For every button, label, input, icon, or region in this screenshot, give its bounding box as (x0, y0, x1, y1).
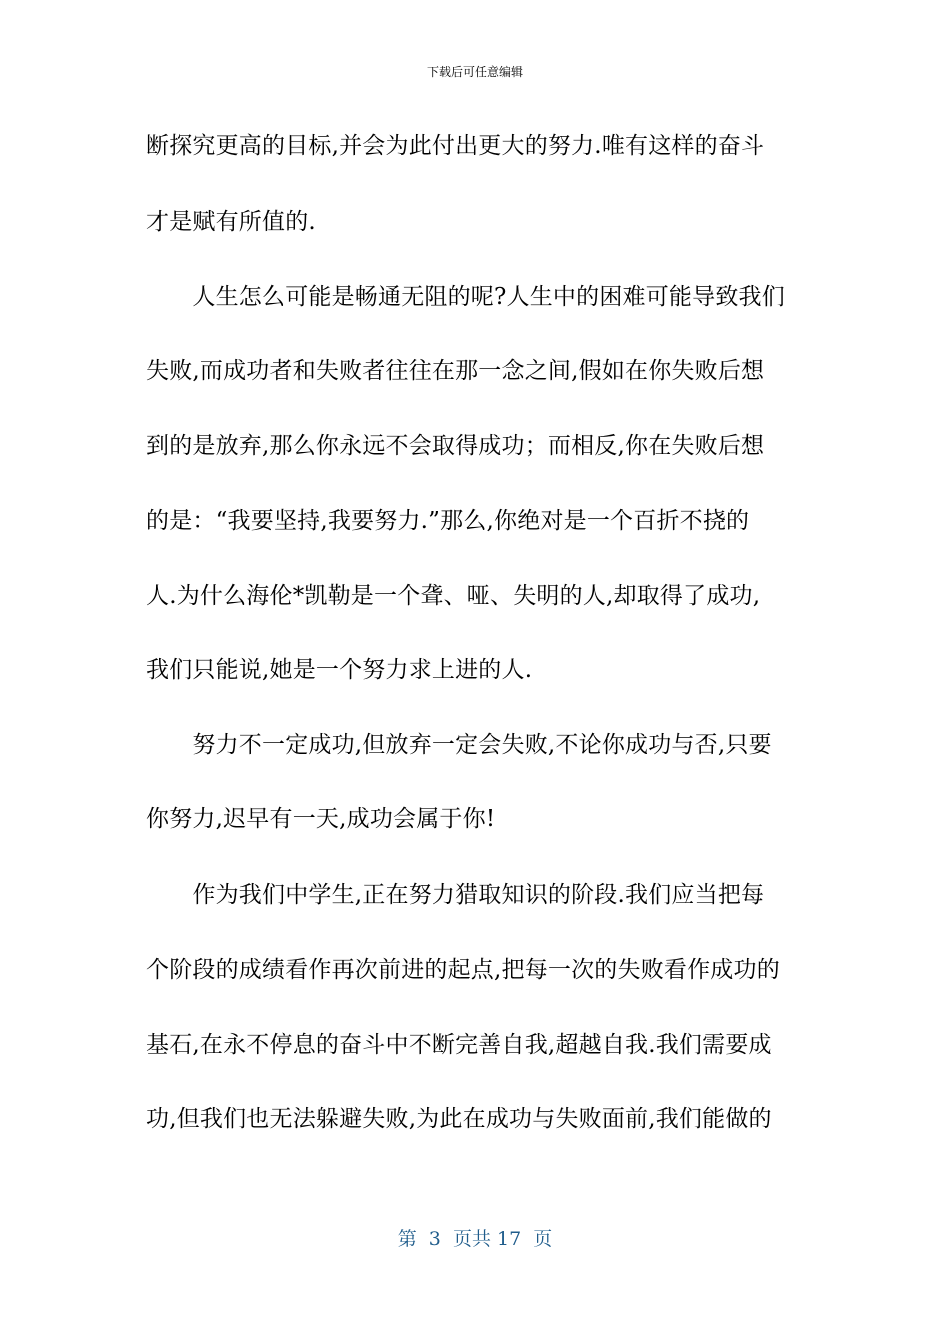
body-line-11: 作为我们中学生,正在努力猎取知识的阶段.我们应当把每 (146, 882, 765, 908)
body-line-7: 人.为什么海伦*凯勒是一个聋、哑、失明的人,却取得了成功, (146, 583, 761, 609)
body-line-13: 基石,在永不停息的奋斗中不断完善自我,超越自我.我们需要成 (146, 1032, 772, 1058)
page-header: 下载后可任意编辑 (426, 65, 523, 79)
body-line-2: 才是赋有所值的. (146, 209, 316, 235)
body-line-9: 努力不一定成功,但放弃一定会失败,不论你成功与否,只要 (146, 732, 772, 758)
body-line-5: 到的是放弃,那么你永远不会取得成功；而相反,你在失败后想 (146, 433, 765, 459)
body-line-14: 功,但我们也无法躲避失败,为此在成功与失败面前,我们能做的 (146, 1106, 772, 1132)
body-line-8: 我们只能说,她是一个努力求上进的人. (146, 657, 533, 683)
body-line-12: 个阶段的成绩看作再次前进的起点,把每一次的失败看作成功的 (146, 957, 780, 983)
body-line-4: 失败,而成功者和失败者往往在那一念之间,假如在你失败后想 (146, 358, 765, 384)
page-number-footer: 第 3 页共 17 页 (397, 1228, 553, 1250)
body-line-3: 人生怎么可能是畅通无阻的呢?人生中的困难可能导致我们 (146, 284, 785, 310)
body-line-10: 你努力,迟早有一天,成功会属于你! (146, 806, 496, 832)
body-line-1: 断探究更高的目标,并会为此付出更大的努力.唯有这样的奋斗 (146, 133, 765, 159)
body-line-6: 的是：“我要坚持,我要努力.”那么,你绝对是一个百折不挠的 (146, 508, 750, 534)
